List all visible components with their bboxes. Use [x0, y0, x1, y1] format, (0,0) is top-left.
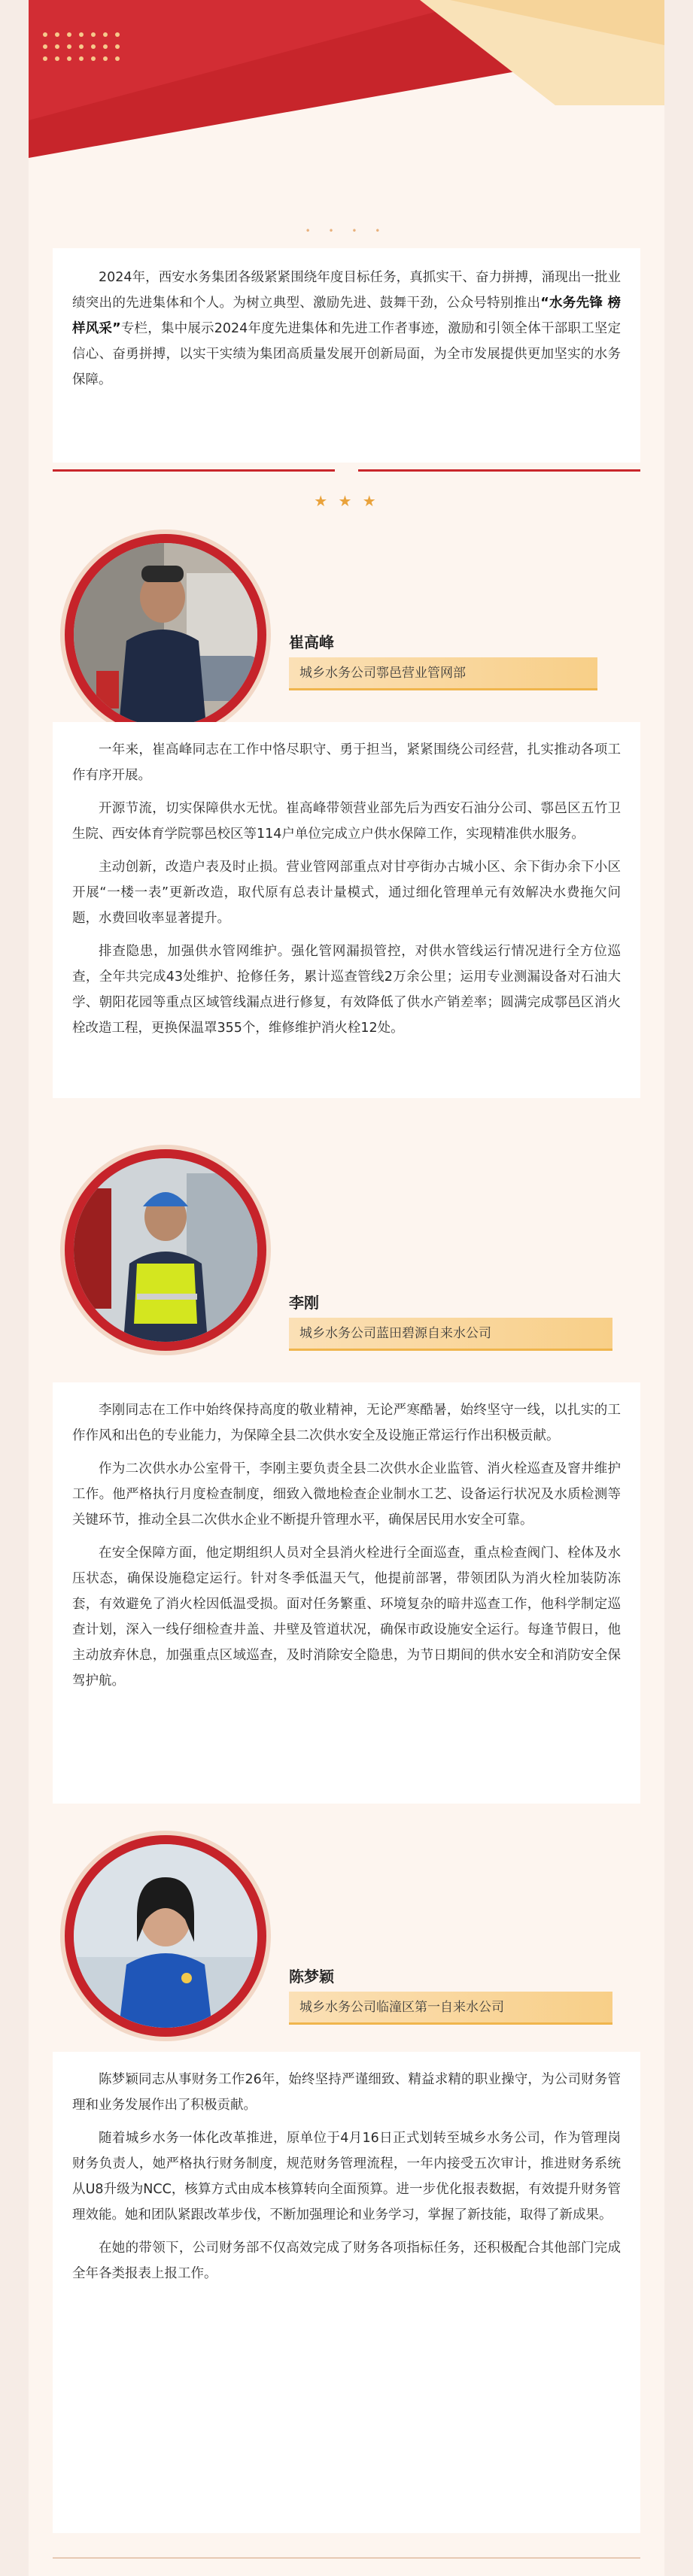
intro-text-after: 专栏，集中展示2024年度先进集体和先进工作者事迹，激励和引领全体干部职工坚定信心、奋勇拼搏，以实干实绩为集团高质量发展开创新局面，为全市发展提供更加坚实的水务保障。 — [72, 321, 621, 387]
footer-rule — [53, 2557, 640, 2559]
portrait-photo — [74, 543, 257, 727]
column-title: “水务先锋 榜样风采” — [72, 296, 621, 336]
red-rule-right — [358, 469, 640, 472]
portrait-photo — [74, 1158, 257, 1342]
bio-paragraph: 李刚同志在工作中始终保持高度的敬业精神，无论严寒酷暑，始终坚守一线，以扎实的工作作风和出色的专业能力，为保障全县二次供水安全及设施正常运行作出积极贡献。 — [72, 1403, 621, 1443]
bio-paragraph: 一年来，崔高峰同志在工作中恪尽职守、勇于担当，紧紧围绕公司经营，扎实推动各项工作有序开展。 — [72, 742, 621, 783]
person-name: 陈梦颖 — [289, 1968, 334, 1986]
portrait-frame — [65, 1149, 266, 1351]
bio-paragraph: 陈梦颖同志从事财务工作26年，始终坚持严谨细致、精益求精的职业操守，为公司财务管理和业务发展作出了积极贡献。 — [72, 2072, 621, 2113]
bio-paragraph: 主动创新，改造户表及时止损。营业管网部重点对甘亭街办古城小区、余下街办余下小区开展“一楼一表”更新改造，取代原有总表计量模式，通过细化管理单元有效解决水费拖欠问题，水费回收率显著提升。 — [72, 860, 621, 926]
bio-paragraph: 开源节流，切实保障供水无忧。崔高峰带领营业部先后为西安石油分公司、鄠邑区五竹卫生院、西安体育学院鄠邑校区等114户单位完成立户供水保障工作，实现精准供水服务。 — [72, 801, 621, 842]
unit-label: 城乡水务公司鄠邑营业管网部 — [289, 657, 597, 690]
person-name: 崔高峰 — [289, 633, 334, 651]
banner-graphic — [29, 0, 664, 173]
unit-label: 城乡水务公司临潼区第一自来水公司 — [289, 1992, 612, 2025]
bio-box — [53, 1382, 640, 1804]
portrait-frame — [65, 1835, 266, 2037]
bio-paragraph: 排查隐患，加强供水管网维护。强化管网漏损管控，对供水管线运行情况进行全方位巡查，全年共完成43处维护、抢修任务，累计巡查管线2万余公里；运用专业测漏设备对石油大学、朝阳花园等重点区域管线漏点进行修复，有效降低了供水产销差率；圆满完成鄠邑区消火栓改造工程，更换保温罩355个，维修维护消火栓12处。 — [72, 944, 621, 1036]
person-name: 李刚 — [289, 1294, 319, 1312]
header-banner — [29, 0, 664, 173]
decorative-stars: ★ ★ ★ — [314, 492, 379, 510]
unit-label: 城乡水务公司蓝田碧源自来水公司 — [289, 1318, 612, 1351]
intro-paragraph — [72, 265, 621, 393]
portrait-frame — [65, 534, 266, 736]
bio-paragraph: 随着城乡水务一体化改革推进，原单位于4月16日正式划转至城乡水务公司，作为管理岗财务负责人，她严格执行财务制度，规范财务管理流程，一年内接受五次审计，推进财务系统从U8升级为NCC，核算方式由成本核算转向全面预算。进一步优化报表数据，有效提升财务管理效能。她和团队紧跟改革步伐，不断加强理论和业务学习，掌握了新技能，取得了新成果。 — [72, 2131, 621, 2223]
bio-paragraph: 在她的带领下，公司财务部不仅高效完成了财务各项指标任务，还积极配合其他部门完成全年各类报表上报工作。 — [72, 2241, 621, 2281]
bio-paragraph: 在安全保障方面，他定期组织人员对全县消火栓进行全面巡查，重点检查阀门、栓体及水压状态，确保设施稳定运行。针对冬季低温天气，他提前部署，带领团队为消火栓加装防冻套，有效避免了消火栓因低温受损。面对任务繁重、环境复杂的暗井巡查工作，他科学制定巡查计划，深入一线仔细检查井盖、井壁及管道状况，确保市政设施安全运行。每逢节假日，他主动放弃休息，加强重点区域巡查，及时消除安全隐患，为节日期间的供水安全和消防安全保驾护航。 — [72, 1546, 621, 1689]
bio-box — [53, 722, 640, 1098]
article-page — [29, 0, 664, 2576]
portrait-photo — [74, 1844, 257, 2028]
bio-paragraph: 作为二次供水办公室骨干，李刚主要负责全县二次供水企业监管、消火栓巡查及窨井维护工作。他严格执行月度检查制度，细致入微地检查企业制水工艺、设备运行状况及水质检测等关键环节，推动全县二次供水企业不断提升管理水平，确保居民用水安全可靠。 — [72, 1461, 621, 1528]
intro-box — [53, 248, 640, 463]
intro-text-before: 2024年，西安水务集团各级紧紧围绕年度目标任务，真抓实干、奋力拼搏，涌现出一批业绩突出的先进集体和个人。为树立典型、激励先进、鼓舞干劲，公众号特别推出 — [72, 270, 621, 311]
red-rule-left — [53, 469, 335, 472]
bio-box — [53, 2052, 640, 2533]
decorative-dots: • • • • — [305, 226, 388, 236]
